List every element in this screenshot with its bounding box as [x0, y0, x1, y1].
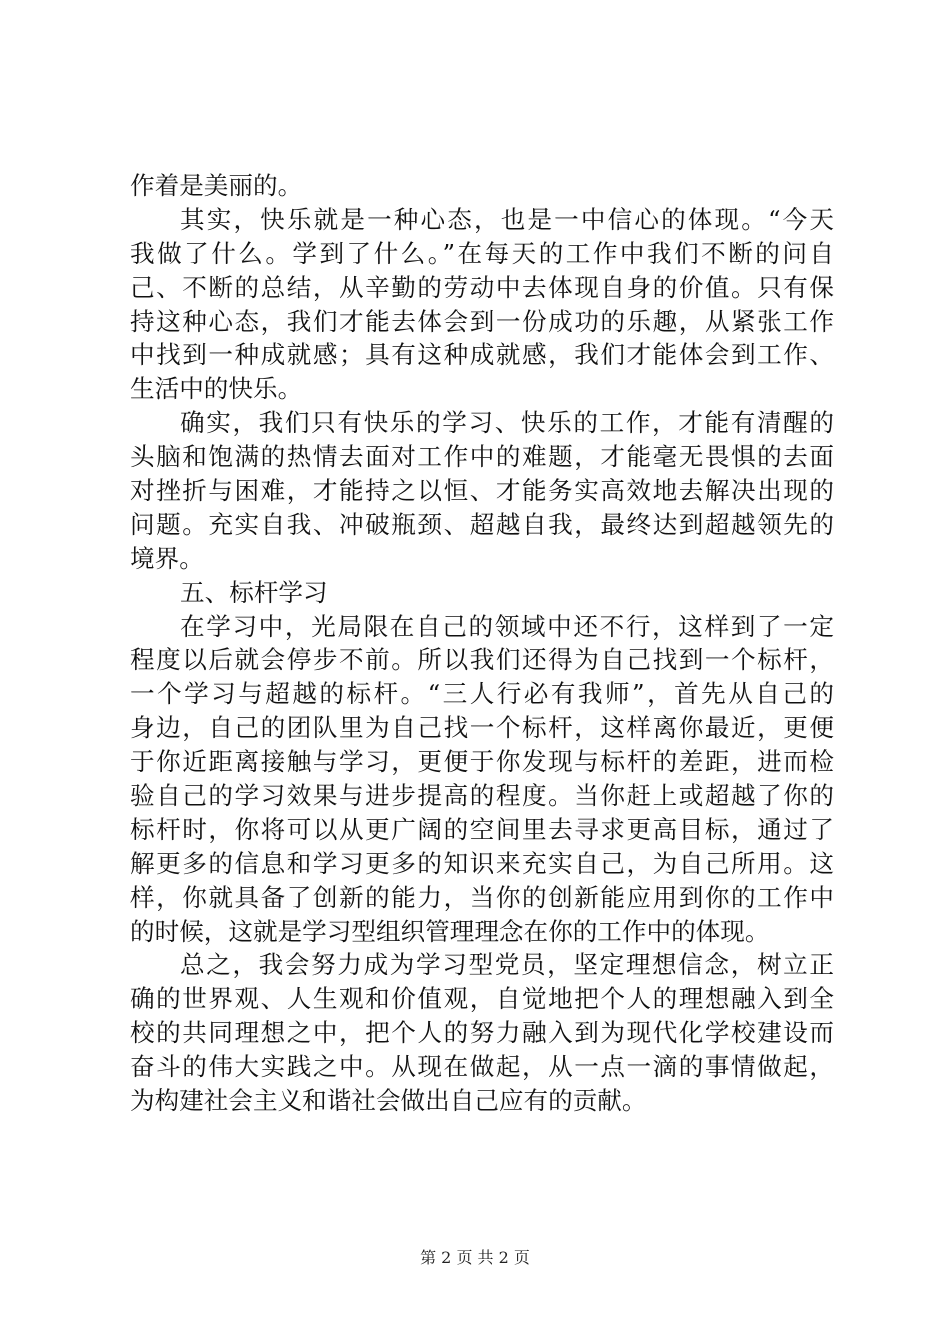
page-number-footer: 第 2 页 共 2 页 [420, 1248, 530, 1267]
text-line: 校的共同理想之中，把个人的努力融入到为现代化学校建设而 [130, 1018, 834, 1048]
paragraph-start-line: 确实，我们只有快乐的学习、快乐的工作，才能有清醒的 [180, 408, 834, 438]
text-line: 对挫折与困难，才能持之以恒、才能务实高效地去解决出现的 [130, 476, 834, 506]
text-line: 身边，自己的团队里为自己找一个标杆，这样离你最近，更便 [130, 713, 834, 743]
text-line: 为构建社会主义和谐社会做出自己应有的贡献。 [130, 1086, 647, 1116]
document-body [130, 169, 834, 1118]
text-line: 程度以后就会停步不前。所以我们还得为自己找到一个标杆， [130, 645, 834, 675]
text-line: 境界。 [130, 543, 204, 573]
text-line: 作着是美丽的。 [130, 171, 303, 200]
text-line: 确的世界观、人生观和价值观，自觉地把个人的理想融入到全 [130, 984, 834, 1014]
text-line: 生活中的快乐。 [130, 374, 303, 404]
text-line: 解更多的信息和学习更多的知识来充实自己，为自己所用。这 [130, 848, 834, 878]
text-line: 奋斗的伟大实践之中。从现在做起，从一点一滴的事情做起， [130, 1052, 834, 1082]
text-line: 一个学习与超越的标杆。“三人行必有我师”，首先从自己的 [130, 679, 834, 709]
text-line: 头脑和饱满的热情去面对工作中的难题，才能毫无畏惧的去面 [130, 442, 834, 472]
text-line: 于你近距离接触与学习，更便于你发现与标杆的差距，进而检 [130, 747, 834, 777]
paragraph-start-line: 总之，我会努力成为学习型党员，坚定理想信念，树立正 [180, 950, 834, 980]
section-heading: 五、标杆学习 [180, 577, 328, 607]
text-line: 问题。充实自我、冲破瓶颈、超越自我，最终达到超越领先的 [130, 509, 834, 539]
paragraph-start-line: 其实，快乐就是一种心态，也是一中信心的体现。“今天 [180, 204, 834, 234]
text-line: 己、不断的总结，从辛勤的劳动中去体现自身的价值。只有保 [130, 272, 834, 302]
text-line: 验自己的学习效果与进步提高的程度。当你赶上或超越了你的 [130, 781, 834, 811]
text-line: 持这种心态，我们才能去体会到一份成功的乐趣，从紧张工作 [130, 306, 834, 336]
text-line: 我做了什么。学到了什么。”在每天的工作中我们不断的问自 [130, 238, 834, 268]
text-line: 样，你就具备了创新的能力，当你的创新能应用到你的工作中 [130, 882, 834, 912]
text-line: 标杆时，你将可以从更广阔的空间里去寻求更高目标，通过了 [130, 814, 834, 844]
text-line: 的时候，这就是学习型组织管理理念在你的工作中的体现。 [130, 916, 770, 946]
text-line: 中找到一种成就感；具有这种成就感，我们才能体会到工作、 [130, 340, 834, 370]
paragraph-start-line: 在学习中，光局限在自己的领域中还不行，这样到了一定 [180, 611, 834, 641]
